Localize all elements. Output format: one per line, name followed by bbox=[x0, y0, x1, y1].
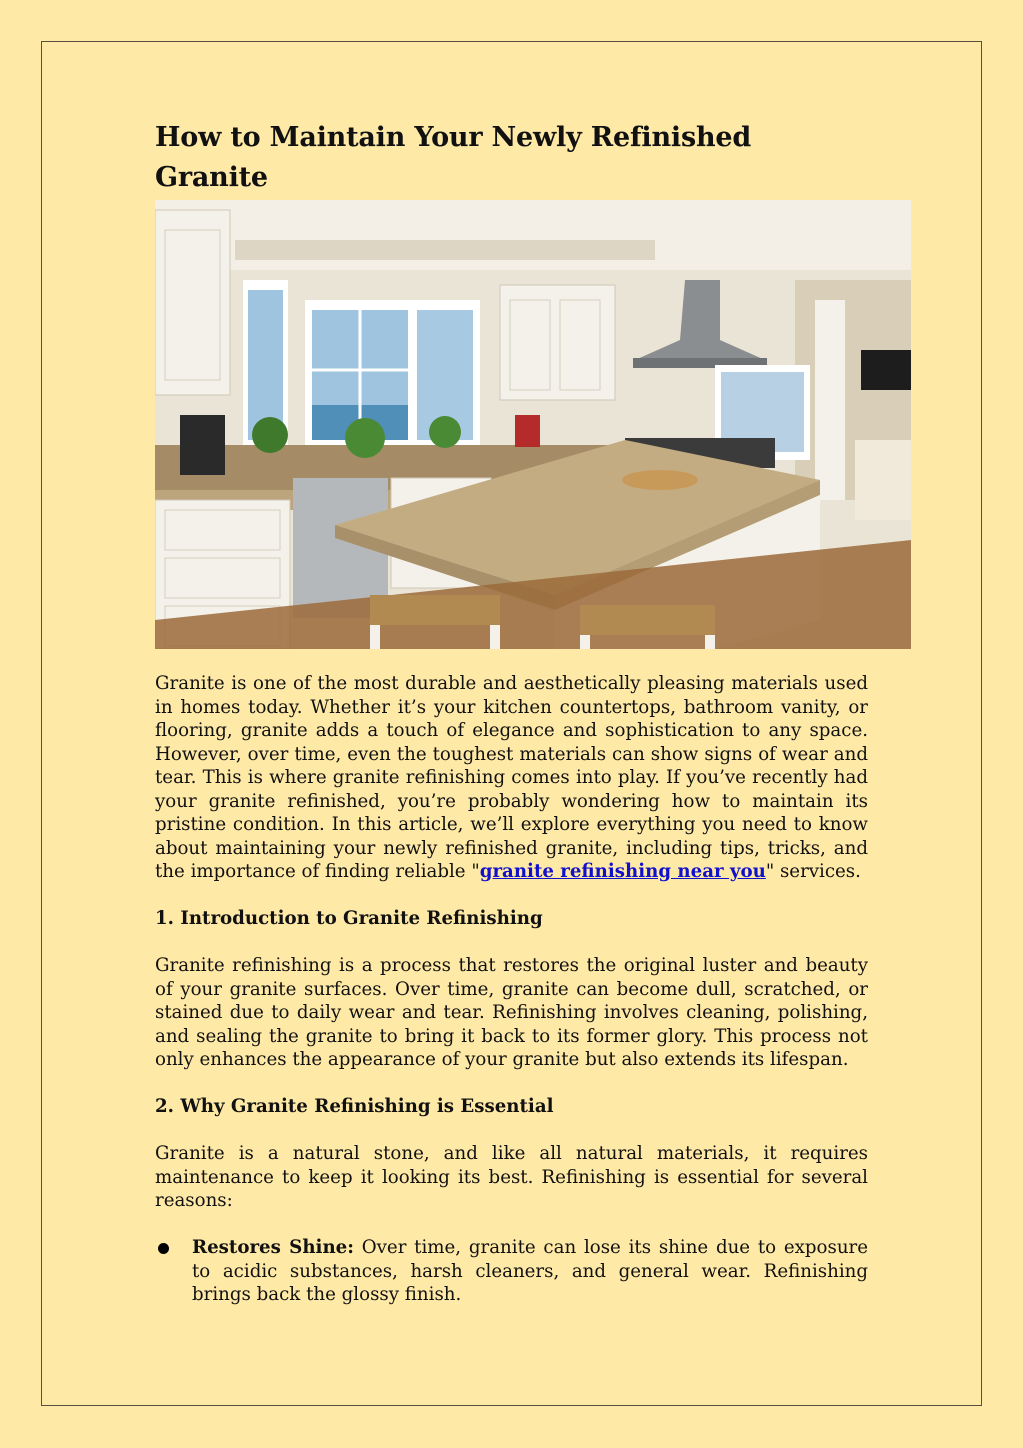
section1-paragraph: Granite refinishing is a process that restores the original luster and beauty of your granite surfaces. Over time, granite can become dull, scratched, or stained due to daily wear and tear. Refinishing involves cleaning, polishing, and sealing the granite to bring it back to its former glory. This process not only enhances the appearance of your granite but also extends its lifespan. bbox=[155, 955, 868, 1070]
intro-paragraph bbox=[155, 672, 868, 884]
bullet-text: Over time, granite can lose its shine due to exposure to acidic substances, harsh cleaners, and general wear. Refinishing brings back the glossy finish. bbox=[192, 1237, 868, 1305]
section2-paragraph: Granite is a natural stone, and like all natural materials, it requires maintenance to keep it looking its best. Refinishing is essential for several reasons: bbox=[155, 1143, 868, 1211]
kitchen-photo bbox=[155, 200, 911, 649]
page-title: How to Maintain Your Newly Refinished Granite bbox=[155, 122, 752, 193]
section1-heading: 1. Introduction to Granite Refinishing bbox=[155, 908, 543, 929]
kitchen-photo-icon bbox=[155, 200, 911, 649]
list-item bbox=[155, 1236, 868, 1307]
granite-refinishing-link[interactable]: granite refinishing near you bbox=[479, 861, 766, 882]
intro-text-end: " services. bbox=[765, 861, 861, 882]
article-body bbox=[155, 672, 868, 1307]
bullet-label: Restores Shine: bbox=[192, 1237, 354, 1258]
title-block bbox=[155, 118, 869, 198]
bullet-icon bbox=[158, 1243, 169, 1254]
intro-text: Granite is one of the most durable and aesthetically pleasing materials used in homes today. Whether it’s your kitchen countertops, bathroom vanity, or flooring, granite adds a touch of elegance and sophistication to any space. However, over time, even the toughest materials can show signs of wear and tear. This is where granite refinishing comes into play. If you’ve recently had your granite refinished, you’re probably wondering how to maintain its pristine condition. In this article, we’ll explore everything you need to know about maintaining your newly refinished granite, including tips, tricks, and the importance of finding reliable " bbox=[155, 673, 868, 882]
section2-heading: 2. Why Granite Refinishing is Essential bbox=[155, 1096, 554, 1117]
